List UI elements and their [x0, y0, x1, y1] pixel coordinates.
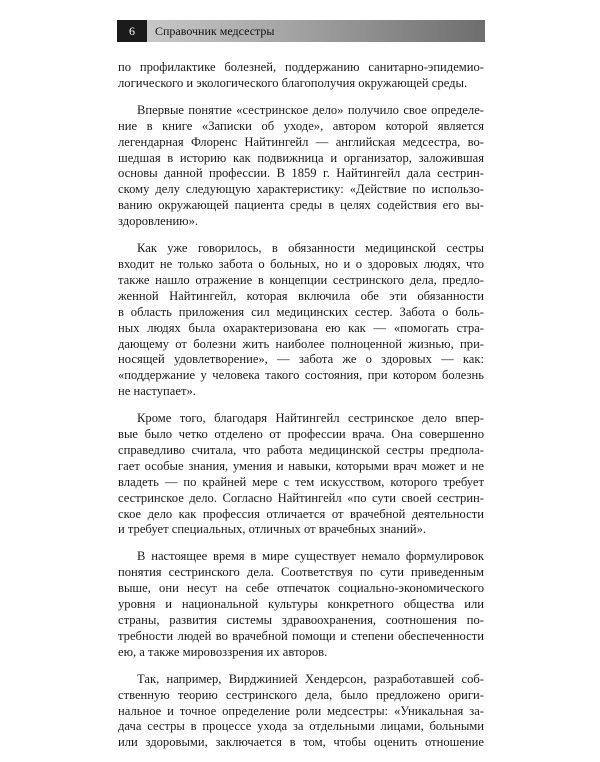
text-line: ных людях была охарактеризована ею как — «помогать стра- — [118, 320, 484, 335]
text-line: «поддержание у человека такого состояния, при котором болезнь — [118, 368, 484, 383]
paragraph — [118, 411, 484, 538]
text-line: основы данной профессии. В 1859 г. Найтингейл дала сестрин- — [118, 166, 484, 181]
paragraph — [118, 60, 484, 92]
paragraph — [118, 672, 484, 752]
text-line: входит не только забота о больных, но и о здоровых людях, что — [118, 256, 484, 271]
text-line: ею, а также мировоззрения их авторов. — [118, 644, 328, 659]
paragraph — [118, 103, 484, 230]
text-line: гает особые знания, умения и навыки, которыми врач может и не — [118, 458, 484, 473]
text-line: ское дело как профессия отличается от врачебной деятельности — [118, 506, 484, 521]
text-line: уровня и национальной культуры конкретного общества или — [118, 597, 484, 612]
text-line: В настоящее время в мире существует немало формулировок — [137, 549, 484, 564]
text-line: выше, они несут на себе отпечаток социально-экономического — [118, 581, 484, 596]
text-line: ванию окружающей пациента среды в целях содействия его вы- — [118, 198, 484, 213]
text-line: в область приложения сил медицинских сестер. Забота о боль- — [118, 304, 484, 319]
running-title: Справочник медсестры — [155, 23, 275, 38]
text-line: легендарная Флоренс Найтингейл — английская медсестра, во- — [118, 134, 484, 149]
text-line: Впервые понятие «сестринское дело» получило свое определе- — [137, 102, 484, 117]
text-line: Как уже говорилось, в обязанности медицинской сестры — [137, 241, 484, 256]
running-header — [117, 20, 485, 42]
text-line: страны, развития системы здравоохранения, соотношения по- — [118, 613, 484, 627]
text-line: здоровлению». — [118, 214, 199, 229]
text-line: скому делу следующую характеристику: «Действие по использо- — [118, 182, 484, 197]
text-line: Так, например, Вирджинией Хендерсон, разработавшей соб- — [137, 671, 484, 686]
text-line: женной Найтингейл, которая включила обе эти обязанности — [118, 288, 484, 303]
text-line: ственную теорию сестринского дела, было предложено ориги- — [118, 687, 484, 702]
text-line: носящей удовлетворение», — забота же о здоровых — как: — [118, 352, 484, 367]
text-line: логического и экологического благополучия окружающей среды. — [118, 75, 468, 90]
text-line: также нашло отражение в концепции сестринского дела, предло- — [118, 272, 484, 287]
page-number: 6 — [117, 20, 147, 42]
text-line: требности людей во врачебной помощи и степени обеспеченности — [118, 628, 484, 643]
text-line: шедшая в историю как подвижница и организатор, заложившая — [118, 150, 484, 165]
text-line: дающему от болезни жить наиболее полноценной жизнью, при- — [118, 336, 484, 351]
text-line: по профилактике болезней, поддержанию санитарно-эпидемио- — [118, 60, 484, 74]
text-line: сестринское дело. Согласно Найтингейл «по сути своей сестрин- — [118, 490, 484, 505]
text-line: и требует специальных, отличных от врачебных знаний». — [118, 522, 427, 537]
text-line: или здоровыми, заключается в том, чтобы оценить отношение — [118, 735, 484, 750]
text-line: дача сестры в процессе ухода за отдельными лицами, больными — [118, 719, 484, 734]
paragraph — [118, 241, 484, 400]
text-line: не наступает». — [118, 384, 196, 399]
body-text — [118, 60, 484, 762]
text-line: владеть — по крайней мере с тем искусством, которого требует — [118, 474, 484, 489]
text-line: справедливо считала, что работа медицинской сестры предпола- — [118, 442, 484, 457]
text-line: понятия сестринского дела. Соответствуя по сути приведенным — [118, 565, 484, 580]
text-line: Кроме того, благодаря Найтингейл сестринское дело впер- — [137, 411, 484, 426]
text-line: вые было четко отделено от профессии врача. Она совершенно — [118, 427, 484, 442]
text-line: ние в книге «Записки об уходе», автором которой является — [118, 118, 484, 133]
text-line: нальное и точное определение роли медсестры: «Уникальная за- — [118, 703, 484, 718]
paragraph — [118, 549, 484, 660]
